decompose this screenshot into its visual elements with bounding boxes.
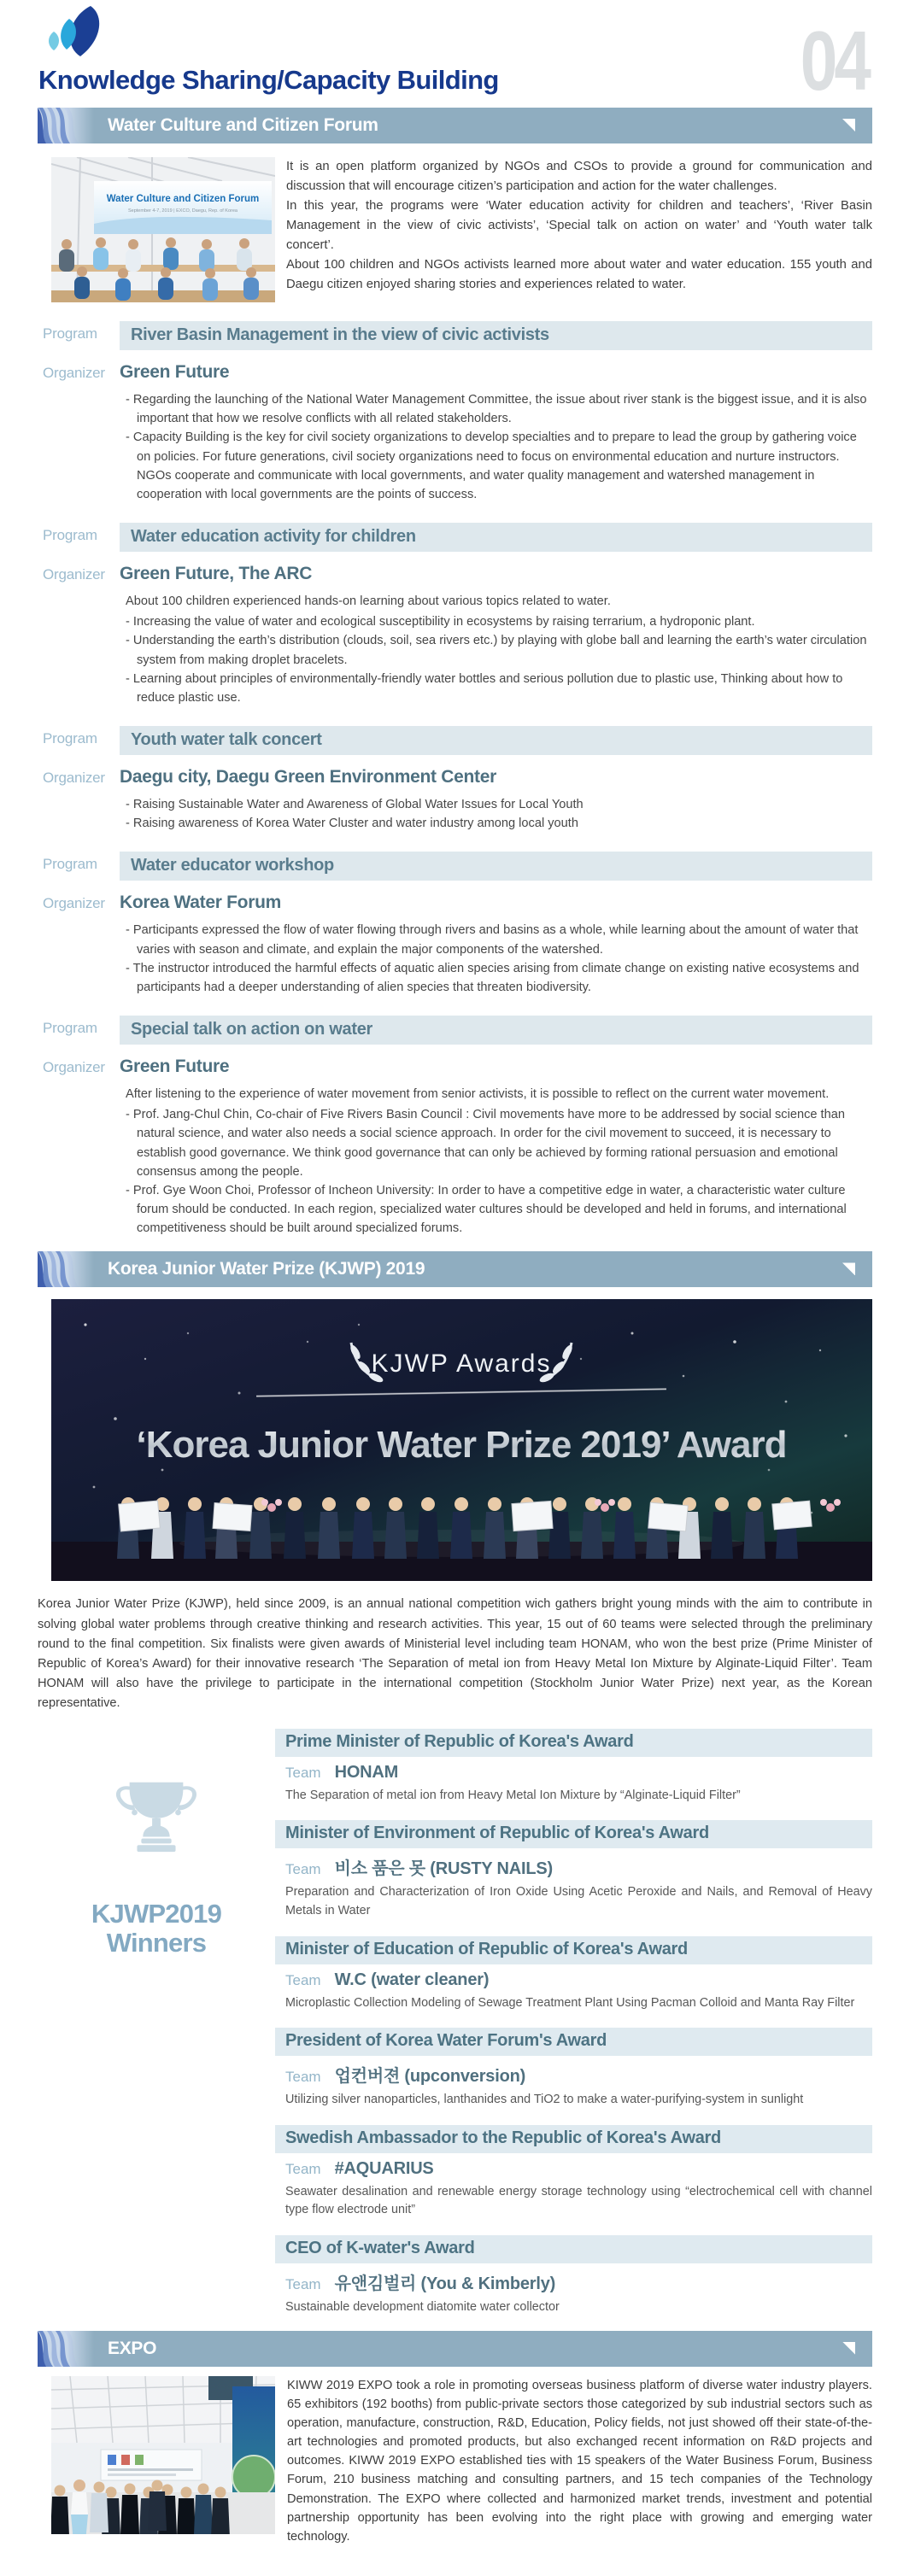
program-intro: After listening to the experience of water movement from senior activists, it is possible to reflect on the current water movement. <box>126 1087 830 1102</box>
team-label: Team <box>285 1861 321 1878</box>
team-label: Team <box>285 1764 321 1781</box>
program-block <box>38 1016 872 1238</box>
expo-description: KIWW 2019 EXPO took a role in promoting overseas business platform of diverse water industry players. 65 exhibitors (192 booths) from public-private sectors those categorized by sub industrial sectors such as operation, manufacture, construction, R&D, Education, Policy fields, not just showed off their state-of-the-art technologies and promoted products, but also exchanged recent information on R&D projects and outcomes. KIWW 2019 EXPO established ties with 15 speakers of the Water Business Forum, Business Forum, 210 business matching and consulting partners, and 15 tech companies of the Technology Demonstration. The EXPO where collected and harmonized market trends, investment and potential partnership opportunity has been evolving into the right place with growing and emerging water technology. <box>287 2378 872 2544</box>
water-texture-image <box>38 2331 94 2367</box>
program-bullet: - The instructor introduced the harmful effects of aquatic alien species arising from climate change on existing native ecosystems and participants had a deeper understanding of alien species that threaten biodiversity. <box>126 961 859 994</box>
winners-badge-line1: KJWP2019 <box>91 1898 222 1929</box>
organizer-label: Organizer <box>43 365 105 381</box>
organizer-name: Daegu city, Daegu Green Environment Center <box>120 767 496 787</box>
kjwp-description: Korea Junior Water Prize (KJWP), held since 2009, is an annual national competition wich gathers bright young minds with the aim to contribute in solving global water problems through creative thinking and research activities. This year, 15 out of 60 teams were selected through the preliminary round to the final competition. Six finalists were given awards of Ministerial level including team HONAM, who won the best prize (Prime Minister of Republic of Korea’s Award) for their innovative research ‘The Separation of metal ion from Heavy Metal Ion Mixture by Alginate-Liquid Filter’. Team HONAM will also have the privilege to participate in the international competition (Stockholm Junior Water Prize) next year, as the Korean representative. <box>38 1597 872 1710</box>
team-name: 유앤김벌리 (You & Kimberly) <box>334 2274 556 2294</box>
award-title: Minister of Environment of Republic of Korea's Award <box>275 1820 872 1848</box>
project-description: Seawater desalination and renewable energy storage technology using “electrochemical cell with channel type flow electrode unit” <box>285 2184 872 2217</box>
program-label: Program <box>43 325 97 342</box>
organizer-label: Organizer <box>43 895 105 912</box>
winners-badge <box>38 1729 275 2317</box>
organizer-name: Green Future, The ARC <box>120 564 313 584</box>
program-intro: About 100 children experienced hands-on learning about various topics related to water. <box>126 594 611 609</box>
page-header <box>0 0 909 108</box>
forum-photo <box>51 157 275 302</box>
program-block <box>38 523 872 707</box>
expo-photo <box>51 2376 275 2547</box>
section-title: Korea Junior Water Prize (KJWP) 2019 <box>108 1259 425 1279</box>
corner-triangle-icon <box>842 1262 855 1275</box>
organizer-name: Korea Water Forum <box>120 893 281 913</box>
organizer-name: Green Future <box>120 1057 230 1077</box>
program-label: Program <box>43 1020 97 1037</box>
award-title: Prime Minister of Republic of Korea's Award <box>275 1729 872 1757</box>
team-label: Team <box>285 2160 321 2177</box>
program-bullet: - Raising awareness of Korea Water Cluster and water industry among local youth <box>126 817 578 831</box>
section-bar-water-culture <box>38 108 872 143</box>
forum-intro-text <box>286 157 872 302</box>
award-title: President of Korea Water Forum's Award <box>275 2028 872 2056</box>
project-description: Microplastic Collection Modeling of Sewage Treatment Plant Using Pacman Colloid and Manta Ray Filter <box>285 1995 855 2010</box>
award-title: CEO of K-water's Award <box>275 2235 872 2263</box>
program-bullet: - Prof. Gye Woon Choi, Professor of Incheon University: In order to have a competitive edge in water, a characteristic water culture forum should be conducted. In each region, specialized water cultures should be developed and held in forums, and international competitiveness should be built around specialized forums. <box>126 1183 847 1236</box>
program-bullet: - Understanding the earth’s distribution (clouds, soil, sea rivers etc.) by playing with globe ball and learning the earth’s water circulation system from making droplet bracelets. <box>126 634 867 667</box>
organizer-label: Organizer <box>43 566 105 583</box>
project-description: Utilizing silver nanoparticles, lanthanides and TiO2 to make a water-purifying-system in sunlight <box>285 2093 804 2107</box>
corner-triangle-icon <box>842 119 855 132</box>
award-entry <box>275 2125 872 2220</box>
award-entry <box>275 1936 872 2013</box>
program-label: Program <box>43 527 97 544</box>
intro-paragraph: About 100 children and NGOs activists learned more about water and water education. 155 youth and Daegu citizen enjoyed sharing stories and experiences related to water. <box>286 257 872 291</box>
organizer-label: Organizer <box>43 1059 105 1076</box>
program-title: Special talk on action on water <box>120 1016 872 1045</box>
team-label: Team <box>285 2069 321 2086</box>
program-bullet: - Capacity Building is the key for civil society organizations to develop specialties and to prepare to lead the group by gathering voice on policies. For future generations, civil society organizations need to focus on environmental education and nurture instructors. NGOs cooperate and communicate with local governments, and water quality management and watershed management in cooperation with local governments are the points of success. <box>126 430 857 501</box>
program-block <box>38 852 872 997</box>
team-label: Team <box>285 2276 321 2293</box>
team-name: HONAM <box>334 1762 399 1782</box>
winners-badge-line2: Winners <box>106 1928 207 1958</box>
water-texture-image <box>38 108 94 143</box>
program-bullet: - Regarding the launching of the National Water Management Committee, the issue about river stank is the biggest issue, and it is also important that how we resolve conflicts with all related stakeholders. <box>126 393 867 426</box>
kjwp-photo-wreath-title: KJWP Awards <box>371 1349 552 1379</box>
project-description: Sustainable development diatomite water collector <box>285 2300 560 2315</box>
team-name: #AQUARIUS <box>334 2158 434 2178</box>
section-title: Water Culture and Citizen Forum <box>108 115 378 135</box>
forum-banner-subtitle: September 4-7, 2019 | EXCO, Daegu, Rep. of Korea <box>127 208 238 214</box>
water-drop-logo-icon <box>39 5 103 64</box>
team-name: 업컨버젼 (upconversion) <box>334 2067 526 2087</box>
project-description: The Separation of metal ion from Heavy Metal Ion Mixture by “Alginate-Liquid Filter” <box>285 1788 741 1802</box>
program-bullet: - Prof. Jang-Chul Chin, Co-chair of Five Rivers Basin Council : Civil movements have more to be addressed by social science than natural science, and water also needs a social science approach. In order for the civil movement to succeed, it is necessary to establish good governance. We think good governance that can only be achieved by forming rational persuasion and emotional consensus among the people. <box>126 1108 845 1179</box>
section-bar-expo <box>38 2331 872 2367</box>
team-name: W.C (water cleaner) <box>334 1970 490 1989</box>
program-title: Water educator workshop <box>120 852 872 881</box>
water-culture-body <box>38 157 872 1238</box>
forum-banner-title: Water Culture and Citizen Forum <box>106 194 260 204</box>
kjwp-photo-banner-text: ‘Korea Junior Water Prize 2019’ Award <box>136 1424 787 1467</box>
program-label: Program <box>43 730 97 747</box>
intro-paragraph: It is an open platform organized by NGOs and CSOs to provide a ground for communication and discussion that will encourage citizen’s participation and action for the water challenges. <box>286 160 872 193</box>
award-entry <box>275 1729 872 1806</box>
award-entry <box>275 2028 872 2110</box>
program-title: Youth water talk concert <box>120 726 872 755</box>
organizer-label: Organizer <box>43 770 105 787</box>
program-title: River Basin Management in the view of civic activists <box>120 321 872 350</box>
program-block <box>38 321 872 504</box>
page-title: Knowledge Sharing/Capacity Building <box>38 65 499 95</box>
award-entry <box>275 2235 872 2317</box>
intro-paragraph: In this year, the programs were ‘Water education activity for children and teachers’, ‘River Basin Management in the view of civic activists’, ‘Special talk on action on water’ and ‘Youth water talk concert’. <box>286 198 872 252</box>
award-entry <box>275 1820 872 1920</box>
awards-list <box>275 1729 872 2317</box>
award-title: Swedish Ambassador to the Republic of Korea's Award <box>275 2125 872 2153</box>
water-texture-image <box>38 1251 94 1287</box>
kjwp-body <box>38 1299 872 2316</box>
kjwp-awards-photo <box>51 1299 872 1581</box>
section-bar-kjwp <box>38 1251 872 1287</box>
program-title: Water education activity for children <box>120 523 872 552</box>
program-bullet: - Participants expressed the flow of water flowing through rivers and basins as a whole, while learning about the amount of water that varies with season and climate, and explain the major components of the watershed. <box>126 923 859 957</box>
page-number: 04 <box>800 14 868 108</box>
expo-body <box>38 2376 872 2547</box>
award-title: Minister of Education of Republic of Korea's Award <box>275 1936 872 1964</box>
laurel-trophy-icon <box>73 1732 240 1900</box>
program-bullet: - Raising Sustainable Water and Awareness of Global Water Issues for Local Youth <box>126 798 584 812</box>
project-description: Preparation and Characterization of Iron Oxide Using Acetic Peroxide and Nails, and Removal of Heavy Metals in Water <box>285 1885 872 1917</box>
team-name: 비소 품은 못 (RUSTY NAILS) <box>334 1859 553 1879</box>
corner-triangle-icon <box>842 2342 855 2355</box>
program-bullet: - Learning about principles of environmentally-friendly water bottles and serious pollution due to plastic use, Thinking about how to reduce plastic use. <box>126 671 843 705</box>
organizer-name: Green Future <box>120 362 230 382</box>
team-label: Team <box>285 1971 321 1988</box>
program-bullet: - Increasing the value of water and ecological susceptibility in ecosystems by raising terrarium, a hydroponic plant. <box>126 615 755 629</box>
section-title: EXPO <box>108 2338 157 2358</box>
program-block <box>38 726 872 833</box>
program-label: Program <box>43 856 97 873</box>
